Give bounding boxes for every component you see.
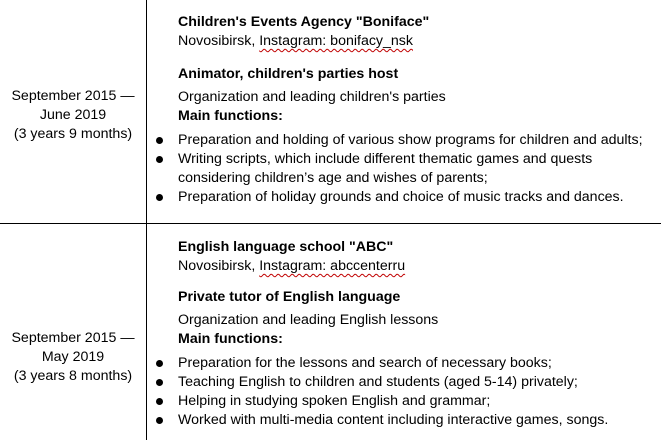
company-name: Children's Events Agency "Boniface" bbox=[178, 14, 430, 30]
bullet-icon bbox=[156, 360, 163, 367]
main-functions-label: Main functions: bbox=[178, 108, 283, 124]
job-role: Private tutor of English language bbox=[178, 289, 401, 305]
location-city: Novosibirsk, bbox=[178, 258, 260, 274]
job-header bbox=[178, 13, 661, 126]
main-functions-label: Main functions: bbox=[178, 331, 283, 347]
list-item: Worked with multi-media content including interactive games, songs. bbox=[146, 411, 661, 430]
date-end: May 2019 bbox=[41, 349, 105, 365]
date-duration: (3 years 9 months) bbox=[13, 126, 133, 142]
list-item: Preparation for the lessons and search of necessary books; bbox=[146, 354, 661, 373]
date-start: September 2015 — bbox=[11, 330, 135, 346]
instagram-handle: Instagram: bonifacy_nsk bbox=[259, 33, 413, 49]
date-cell bbox=[0, 329, 146, 386]
bullet-icon bbox=[156, 137, 163, 144]
list-item: Preparation and holding of various show programs for children and adults; bbox=[146, 131, 661, 150]
date-start: September 2015 — bbox=[11, 88, 135, 104]
job-description: Organization and leading English lessons bbox=[178, 312, 439, 328]
job-role: Animator, children's parties host bbox=[178, 66, 399, 82]
functions-list bbox=[146, 354, 661, 430]
date-cell bbox=[0, 87, 146, 144]
bullet-icon bbox=[156, 398, 163, 405]
bullet-icon bbox=[156, 417, 163, 424]
location-city: Novosibirsk, bbox=[178, 33, 260, 49]
job-header bbox=[178, 238, 661, 349]
instagram-handle: Instagram: abccenterru bbox=[259, 258, 406, 274]
job-description: Organization and leading children's parties bbox=[178, 89, 446, 105]
bullet-icon bbox=[156, 156, 163, 163]
experience-row bbox=[0, 224, 661, 440]
list-item: Writing scripts, which include different thematic games and quests considering children’s age and wishes of parents; bbox=[146, 150, 661, 188]
company-name: English language school "ABC" bbox=[178, 239, 394, 255]
list-item: Preparation of holiday grounds and choice of music tracks and dances. bbox=[146, 188, 661, 207]
company-location bbox=[178, 257, 661, 276]
company-location bbox=[178, 32, 661, 51]
date-duration: (3 years 8 months) bbox=[13, 368, 133, 384]
list-item: Helping in studying spoken English and grammar; bbox=[146, 392, 661, 411]
bullet-icon bbox=[156, 379, 163, 386]
date-end: June 2019 bbox=[39, 107, 107, 123]
functions-list bbox=[146, 131, 661, 207]
list-item: Teaching English to children and students (aged 5-14) privately; bbox=[146, 373, 661, 392]
bullet-icon bbox=[156, 194, 163, 201]
